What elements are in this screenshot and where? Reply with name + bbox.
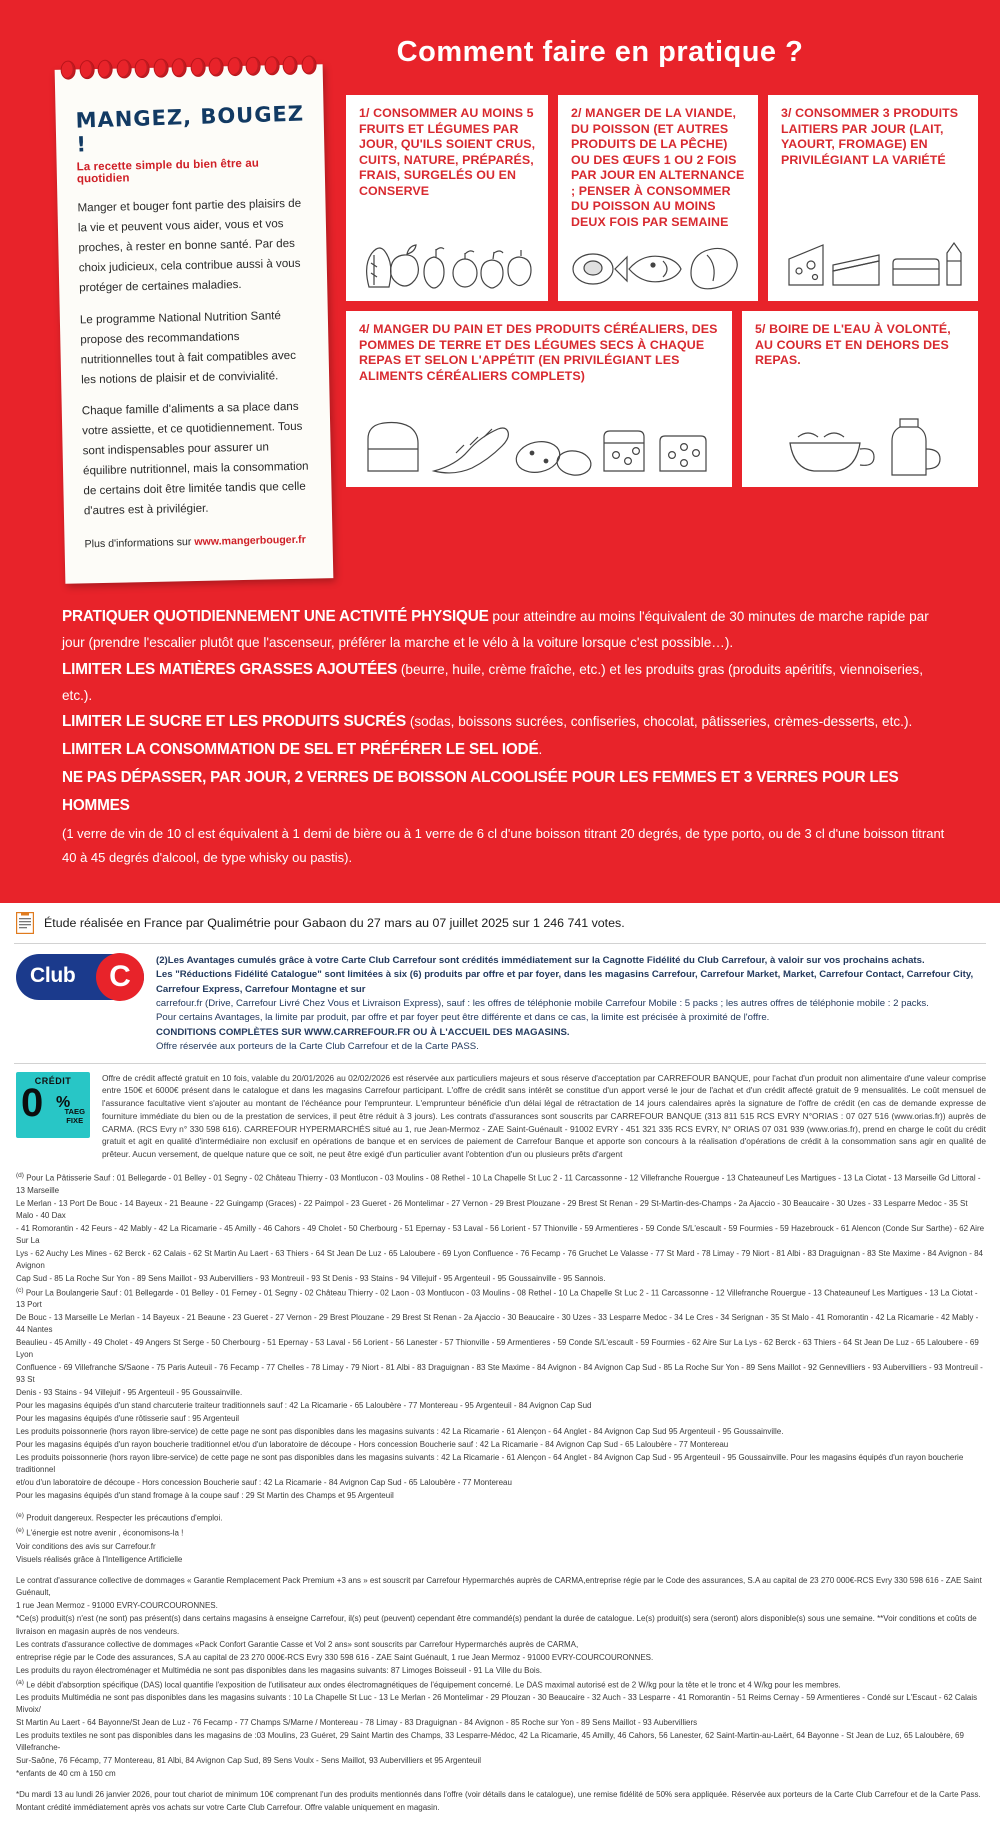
legal-line — [16, 1678, 986, 1692]
legal-line: Sur-Saône, 76 Fécamp, 77 Montereau, 81 Albi, 84 Avignon Cap Sud, 89 Sens Voulx - Sens Maillot, 93 Aubervilliers et 95 Argenteuil — [16, 1756, 482, 1766]
zero-percent-credit-badge — [16, 1072, 90, 1138]
spiral-ring-icon — [301, 55, 316, 74]
water-jug-bowl-illustration — [755, 375, 967, 482]
study-note — [0, 903, 1000, 943]
spiral-ring-icon — [79, 60, 94, 79]
club-terms-line: Offre réservée aux porteurs de la Carte Club Carrefour et de la Carte PASS. — [156, 1041, 479, 1053]
advice-card-3-text: 3/ CONSOMMER 3 PRODUITS LAITIERS PAR JOUR (LAIT, YAOURT, FROMAGE) EN PRIVILÉGIANT LA VARIÉTÉ — [781, 106, 959, 167]
dairy-products-illustration — [781, 174, 967, 295]
clipboard-icon — [16, 912, 34, 934]
legal-line: Confluence - 69 Villefranche S/Saone - 75 Paris Auteuil - 76 Fecamp - 77 Chelles - 78 Limay - 79 Niort - 81 Albi - 83 Draguignan - 83 Ste Maxime - 84 Avignon - 84 Avignon Cap Sud - 85 La Roche Sur Yon - 89 Sens Maillot - 92 Gennevilliers - 93 Aubervilliers - 93 Montreuil - 93 St — [16, 1363, 983, 1385]
spiral-ring-icon — [246, 57, 261, 76]
notepad-subtitle: La recette simple du bien être au quotidien — [76, 157, 260, 186]
mangerbouger-link[interactable]: www.mangerbouger.fr — [194, 533, 306, 549]
legal-block — [16, 1286, 986, 1400]
notepad-card — [55, 64, 334, 584]
recommendation-rest: pour atteindre au moins l'équivalent de 30 minutes de marche rapide par jour (prendre l'escalier plutôt que l'ascenseur, préférer la marche et le vélo à la voiture lorsque c'est possible…). — [62, 609, 929, 651]
notepad-spiral-rings — [60, 55, 316, 79]
legal-line: Pour les magasins équipés d'une rôtisserie sauf : 95 Argenteuil — [16, 1414, 239, 1424]
notepad-footer-prefix: Plus d'informations sur — [84, 536, 195, 551]
legal-line — [16, 1526, 986, 1540]
legal-block — [16, 1789, 986, 1814]
credit-badge-label: CRÉDIT — [34, 1075, 72, 1086]
fruits-vegetables-illustration — [359, 205, 537, 295]
spiral-ring-icon — [227, 57, 242, 76]
legal-line-text: Le débit d'absorption spécifique (DAS) local quantifie l'exposition de l'utilisateur aux ondes électromagnétiques de l'équipement concerné. Le DAS maximal autorisé est de 2 W/kg pour la tête et le tronc et 4 W/kg pour les membres. — [26, 1680, 841, 1690]
legal-line: et/ou d'un laboratoire de découpe - Hors concession Boucherie sauf : 42 La Ricamarie - 84 Avignon Cap Sud - 65 Laloubère - 77 Montereau — [16, 1478, 512, 1488]
club-terms-line-bold: Les "Réductions Fidélité Catalogue" sont limitées à six (6) produits par offre et par foyer, dans les magasins Carrefour, Carrefour Market, Market, Carrefour Contact, Carrefour City, Carrefour Express, Carrefour Montagne et sur — [156, 969, 974, 995]
advice-card-2 — [558, 95, 758, 301]
legal-line-text: Produit dangereux. Respecter les précautions d'emploi. — [26, 1513, 223, 1523]
spiral-ring-icon — [264, 56, 279, 75]
legal-sup: (d) — [16, 1171, 24, 1179]
notepad-paragraph: Chaque famille d'aliments a sa place dans votre assiette, et ce quotidiennement. Tous sont indispensables pour assurer un équilibre nutritionnel, mais la consommation de certains doit être limitée tandis que celle d'autres est à privilégier. — [81, 400, 309, 518]
club-terms-text — [156, 954, 986, 1055]
recommendation-strong: PRATIQUER QUOTIDIENNEMENT UNE ACTIVITÉ PHYSIQUE — [62, 608, 489, 626]
legal-line: Voir conditions des avis sur Carrefour.fr — [16, 1541, 156, 1551]
legal-line: Les contrats d'assurance collective de dommages «Pack Confort Garantie Casse et Vol 2 ans» sont souscrits par Carrefour Hypermarchés auprès de CARMA, — [16, 1639, 579, 1649]
club-terms-line — [156, 968, 986, 997]
club-terms-line: Pour certains Avantages, la limite par produit, par offre et par foyer peut être différente et dans ce cas, la limite est précisée à proximité de l'offre. — [156, 1012, 770, 1024]
legal-line: Pour les magasins équipés d'un rayon boucherie traditionnel et/ou d'un laboratoire de découpe - Hors concession Boucherie sauf : 42 La Ricamarie - 84 Avignon Cap Sud - 65 Laloubère - 77 Montereau — [16, 1440, 729, 1450]
advice-card-4 — [346, 311, 732, 487]
legal-block — [16, 1511, 986, 1565]
legal-sup: (e) — [16, 1526, 24, 1534]
legal-line: livraison en magasin auprès de nos vendeurs. — [16, 1626, 180, 1636]
legal-section — [0, 903, 1000, 1825]
recommendation-strong: LIMITER LA CONSOMMATION DE SEL ET PRÉFÉRER LE SEL IODÉ — [62, 741, 539, 759]
club-terms-conditions-link[interactable]: CONDITIONS COMPLÈTES SUR WWW.CARREFOUR.FR OU À L'ACCUEIL DES MAGASINS. — [156, 1026, 570, 1038]
legal-sup: (a) — [16, 1678, 24, 1686]
notepad-paragraph: Le programme National Nutrition Santé propose des recommandations nutritionnelles tout à fait compatibles avec les notions de plaisir et de convivialité. — [79, 308, 297, 386]
legal-line: - 41 Romorantin - 42 Feurs - 42 Mably - 42 La Ricamarie - 45 Amilly - 46 Cahors - 49 Cholet - 50 Cherbourg - 51 Epernay - 53 Laval - 56 Lorient - 57 Thionville - 59 Armentieres - 59 Conde S/L'escault - 59 Fourmies - 59 Hazebrouck - 61 Alencon (Conde Sur Sarthe) - 62 Aire Sur La — [16, 1223, 985, 1245]
recommendation-item — [62, 708, 948, 736]
recommendation-rest: (beurre, huile, crème fraîche, etc.) et les produits gras (produits apéritifs, viennoiseries, etc.). — [62, 661, 923, 703]
recommendation-rest: . — [538, 742, 543, 758]
advice-card-5 — [742, 311, 978, 487]
legal-line: *enfants de 40 cm à 150 cm — [16, 1769, 116, 1779]
spiral-ring-icon — [283, 56, 298, 75]
credit-badge-taeg: TAEG FIXE — [64, 1107, 85, 1125]
legal-block — [16, 1400, 986, 1502]
nutrition-hero-section — [0, 0, 1000, 903]
legal-line: Pour les magasins équipés d'un stand charcuterie traiteur traditionnels sauf : 42 La Ricamarie - 65 Laloubère - 77 Montereau - 95 Argenteuil - 84 Avignon Cap Sud — [16, 1401, 592, 1411]
advice-card-5-text: 5/ BOIRE DE L'EAU À VOLONTÉ, AU COURS ET EN DEHORS DES REPAS. — [755, 322, 951, 367]
carrefour-glyph: C — [109, 959, 131, 993]
credit-terms-text: Offre de crédit affecté gratuit en 10 fois, valable du 20/01/2026 au 02/02/2026 est réservée aux particuliers majeurs et sous réserve d'acceptation par CARREFOUR BANQUE, pour l'achat d'un produit non alimentaire d'une valeur comprise entre 150€ et 6000€ présent dans le catalogue et dans les magasins Carrefour participant. L'offre de crédit sans intérêt se constitue d'un apport versé le jour de l'achat et d'un crédit affecté gratuit de 9 mensualités. Le coût mensuel de l'assurance facultative vient s'ajouter au montant de l'échéance pour l'emprunteur. L'emprunteur bénéficie d'un délai légal de rétractation de 14 jours calendaires après la signature de l'offre de crédit (en cas de demande expresse de fourniture immédiate du bien ou de la prestation de services, il peut être réduit à 3 jours). Les contrats d'assurances sont souscrits par CARREFOUR BANQUE (313 811 515 RCS EVRY N°ORIAS : 07 027 516 (www.orias.fr)) auprès de CARMA. (RCS Evry n° 330 598 616). CARREFOUR HYPERMARCHÉS situé au 1, rue Jean-Mermoz - ZAE Saint-Guénault - 91002 EVRY - 451 321 335 RCS EVRY, N° ORIAS 07 031 939 (www.orias.fr), prend en charge le coût du crédit gratuit et agit en qualité d'intermédiaire non exclusif en opérations de banque et en services de paiement de Carrefour Banque et apporte son concours à la réalisation d'opérations de crédit à la consommation sans agir en qualité de prêteur. Aucun versement, de quelque nature que ce soit, ne peut être exigé d'un particulier avant l'obtention d'un ou plusieurs prêts d'argent — [102, 1072, 986, 1160]
spiral-ring-icon — [98, 60, 113, 79]
recommendation-strong: NE PAS DÉPASSER, PAR JOUR, 2 VERRES DE BOISSON ALCOOLISÉE POUR LES FEMMES ET 3 VERRES POUR LES HOMMES — [62, 769, 899, 814]
credit-badge-percent: % — [56, 1093, 71, 1111]
legal-line: Les produits du rayon électroménager et Multimédia ne sont pas disponibles dans les magasins suivants: 87 Limoges Boisseuil - 91 La Ville du Bois. — [16, 1665, 542, 1675]
legal-block — [16, 1171, 986, 1285]
legal-line — [16, 1511, 986, 1525]
credit-offer-block — [0, 1064, 1000, 1167]
legal-line: *Ce(s) produit(s) n'est (ne sont) pas présent(s) dans certains magasins à enseigne Carrefour, il(s) peut (peuvent) cependant être commandé(s) pendant la durée de catalogue. Le(s) produit(s) sera (seront) alors disponible(s) sous une semaine. **Voir conditions et coûts de — [16, 1613, 977, 1623]
club-terms-line: carrefour.fr (Drive, Carrefour Livré Chez Vous et Livraison Express), sauf : les offres de téléphonie mobile Carrefour Mobile : 5 packs ; les autres offres de téléphonie mobile : 2 packs. — [156, 997, 929, 1009]
notepad-title: MANGEZ, BOUGEZ ! — [75, 101, 305, 157]
legal-line: *Du mardi 13 au lundi 26 janvier 2026, pour tout chariot de minimum 10€ comprenant l'un des produits mentionnés dans l'offre (voir détails dans le catalogue), une remise fidélité de 50% sera appliquée. Réservée aux porteurs de la Carte Club Carrefour et de la Carte Pass. — [16, 1790, 981, 1800]
legal-line: Le Merlan - 13 Port De Bouc - 14 Bayeux - 21 Beaune - 22 Guingamp (Graces) - 22 Paimpol - 23 Gueret - 26 Montelimar - 27 Vernon - 29 Brest Plouzane - 29 Brest St Renan - 29 St-Martin-des-Champs - 2a Ajaccio - 30 Beaucaire - 30 Uzes - 33 Lesparre Medoc - 35 St Malo - 40 Dax — [16, 1198, 968, 1220]
advice-card-3 — [768, 95, 978, 301]
advice-card-1-text: 1/ CONSOMMER AU MOINS 5 FRUITS ET LÉGUMES PAR JOUR, QU'ILS SOIENT CRUS, CUITS, NATURE, PRÉPARÉS, FRAIS, SURGELÉS OU EN CONSERVE — [359, 106, 536, 198]
spiral-ring-icon — [60, 60, 75, 79]
legal-line — [16, 1171, 986, 1197]
spiral-ring-icon — [209, 57, 224, 76]
spiral-ring-icon — [153, 58, 168, 77]
club-logo-word: Club — [30, 963, 76, 987]
legal-line: entreprise régie par le Code des assurances, S.A au capital de 23 270 000€-RCS Evry 330 598 616 - ZAE Saint Guénault, 1 rue Jean Mermoz - 91000 EVRY-COURCOURONNES. — [16, 1652, 654, 1662]
legal-line: Les produits poissonnerie (hors rayon libre-service) de cette page ne sont pas disponibles dans les magasins suivants : 42 La Ricamarie - 61 Alençon - 64 Anglet - 84 Avignon Cap Sud - 95 Argenteuil - 95 Goussainville. Pour les magasins équipés d'un rayon boucherie traditionnel — [16, 1453, 964, 1475]
recommendation-strong: LIMITER LES MATIÈRES GRASSES AJOUTÉES — [62, 660, 398, 678]
legal-line: Lys - 62 Auchy Les Mines - 62 Berck - 62 Calais - 62 St Martin Au Laert - 63 Thiers - 64 St Jean De Luz - 65 Laloubere - 69 Lyon Confluence - 76 Fecamp - 76 Gruchet Le Valasse - 77 St Mard - 78 Limay - 79 Niort - 81 Albi - 83 Draguignan - 83 Ste Maxime - 84 Avignon - 84 Avignon — [16, 1248, 984, 1270]
advice-row-top — [346, 95, 978, 301]
legal-line: 1 rue Jean Mermoz - 91000 EVRY-COURCOURONNES. — [16, 1600, 218, 1610]
spacer — [16, 1503, 986, 1511]
advice-row-bottom — [346, 311, 978, 487]
legal-line: Denis - 93 Stains - 94 Villejuif - 95 Argenteuil - 95 Goussainville. — [16, 1388, 243, 1398]
meat-fish-eggs-illustration — [571, 236, 747, 295]
club-terms-line: (2)Les Avantages cumulés grâce à votre Carte Club Carrefour sont crédités immédiatement sur la Cagnotte Fidélité du Club Carrefour, à valoir sur vos prochains achats. — [156, 954, 925, 966]
legal-line: Cap Sud - 85 La Roche Sur Yon - 89 Sens Maillot - 93 Aubervilliers - 93 Montreuil - 93 St Denis - 93 Stains - 94 Villejuif - 95 Argenteuil - 95 Goussainville - 95 Sannois. — [16, 1273, 606, 1283]
recommendation-item — [62, 656, 948, 709]
club-carrefour-logo — [16, 954, 144, 1000]
recommendation-strong: LIMITER LE SUCRE ET LES PRODUITS SUCRÉS — [62, 713, 407, 731]
club-carrefour-block — [0, 944, 1000, 1063]
legal-line: Visuels réalisés grâce à l'Intelligence Artificielle — [16, 1554, 183, 1564]
recommendation-item — [62, 736, 948, 764]
spiral-ring-icon — [190, 58, 205, 77]
carrefour-logo-icon — [96, 953, 144, 1001]
legal-block — [16, 1575, 986, 1677]
notepad-paragraph: Manger et bouger font partie des plaisirs de la vie et peuvent vous aider, vous et vos proches, à rester en bonne santé. Par des choix judicieux, cela contribue aussi à vous protéger de certaines maladies. — [77, 196, 302, 295]
legal-block — [16, 1678, 986, 1781]
legal-line: St Martin Au Laert - 64 Bayonne/St Jean de Luz - 76 Fecamp - 77 Champs S/Marne / Montereau - 78 Limay - 83 Draguignan - 84 Avignon - 85 Roche sur Yon - 89 Sens Maillot - 93 Aubervilliers — [16, 1718, 698, 1728]
legal-line: Les produits textiles ne sont pas disponibles dans les magasins de :03 Moulins, 23 Guéret, 29 Saint Martin des Champs, 33 Lesparre-Médoc, 42 La Ricamarie, 45 Amilly, 46 Cahors, 56 Lanester, 62 Saint-Martin-au-Laërt, 64 Bayonne - St Jean de Luz, 65 Laloubère, 69 Villefranche- — [16, 1731, 964, 1753]
bread-cereals-potatoes-illustration — [359, 390, 721, 481]
recommendations-list — [0, 581, 1000, 889]
legal-line-text: L'énergie est notre avenir , économisons-la ! — [26, 1528, 184, 1538]
legal-line: Les produits Multimédia ne sont pas disponibles dans les magasins suivants : 10 La Chapelle St Luc - 13 Le Merlan - 26 Montelimar - 29 Plouzan - 30 Beaucaire - 32 Auch - 33 Lesparre - 41 Romorantin - 51 Reims Cernay - 59 Armentieres - Condé sur L'Escaut - 62 Calais Mivoix/ — [16, 1693, 978, 1715]
alcohol-equivalence-note: (1 verre de vin de 10 cl est équivalent à 1 demi de bière ou à 1 verre de 6 cl d'une boisson titrant 20 degrés, de type porto, ou de 3 cl d'une boisson titrant 40 à 45 degrés d'alcool, de type whisky ou pastis). — [62, 825, 945, 865]
spacer — [16, 1567, 986, 1575]
spiral-ring-icon — [135, 59, 150, 78]
legal-line-text: Pour La Pâtisserie Sauf : 01 Bellegarde - 01 Belley - 01 Segny - 02 Château Thierry - 03 Montlucon - 03 Moulins - 08 Rethel - 10 La Chapelle St Luc 2 - 11 Carcassonne - 12 Villefranche Rouergue - 13 Chateauneuf Les Martigues - 13 La Ciotat - 13 Marseille Gd Littoral - 13 Marseille — [16, 1173, 981, 1195]
legal-line-text: Pour La Boulangerie Sauf : 01 Bellegarde - 01 Belley - 01 Ferney - 01 Segny - 02 Château Thierry - 02 Laon - 03 Montlucon - 03 Moulins - 08 Rethel - 10 La Chapelle St Luc 2 - 11 Carcassonne - 12 Villefranche Rouergue - 13 Chateauneuf Les Martigues - 13 La Ciotat - 13 Port — [16, 1288, 978, 1310]
spiral-ring-icon — [116, 59, 131, 78]
store-exclusions-legal — [0, 1167, 1000, 1814]
recommendation-item — [62, 764, 948, 820]
recommendation-item — [62, 603, 948, 656]
legal-line: Pour les magasins équipés d'un stand fromage à la coupe sauf : 29 St Martin des Champs et 95 Argenteuil — [16, 1491, 394, 1501]
legal-line: De Bouc - 13 Marseille Le Merlan - 14 Bayeux - 21 Beaune - 23 Gueret - 27 Vernon - 29 Brest Plouzane - 29 Brest St Renan - 2a Ajaccio - 30 Beaucaire - 30 Uzes - 33 Lesparre Medoc - 34 Le Cres - 34 Serignan - 35 St Malo - 41 Romorantin - 42 La Ricamarie - 42 Mably - 44 Nantes — [16, 1313, 979, 1335]
hero-body — [0, 95, 1000, 581]
study-note-text: Étude réalisée en France par Qualimétrie pour Gabaon du 27 mars au 07 juillet 2025 sur 1 246 741 votes. — [44, 915, 625, 930]
credit-badge-zero: 0 — [21, 1080, 44, 1125]
legal-line: Montant crédité immédiatement après vos achats sur votre Carte Club Carrefour. Offre valable uniquement en magasin. — [16, 1803, 440, 1813]
recommendation-rest: (sodas, boissons sucrées, confiseries, chocolat, pâtisseries, crèmes-desserts, etc.). — [406, 714, 913, 730]
legal-line — [16, 1286, 986, 1312]
legal-line: Les produits poissonnerie (hors rayon libre-service) de cette page ne sont pas disponibles dans les magasins suivants : 42 La Ricamarie - 61 Alençon - 64 Anglet - 84 Avignon Cap Sud 95 Argenteuil - 95 Goussainville. — [16, 1427, 784, 1437]
advice-card-4-text: 4/ MANGER DU PAIN ET DES PRODUITS CÉRÉALIERS, DES POMMES DE TERRE ET DES LÉGUMES SECS À CHAQUE REPAS ET SELON L'APPÉTIT (EN PRIVILÉGIANT LES ALIMENTS CÉRÉALIERS COMPLETS) — [359, 322, 718, 383]
legal-sup: (e) — [16, 1512, 24, 1520]
notepad-footer — [84, 531, 314, 554]
legal-sup: (c) — [16, 1286, 24, 1294]
spiral-ring-icon — [172, 58, 187, 77]
legal-line: Le contrat d'assurance collective de dommages « Garantie Remplacement Pack Premium +3 ans » est souscrit par Carrefour Hypermarchés auprès de CARMA,entreprise régie par le Code des assurances, S.A au capital de 23 270 000€-RCS Evry 330 598 616 - ZAE Saint Guénault, — [16, 1575, 982, 1597]
advice-card-2-text: 2/ MANGER DE LA VIANDE, DU POISSON (ET AUTRES PRODUITS DE LA PÊCHE) OU DES ŒUFS 1 OU 2 FOIS PAR JOUR EN ALTERNANCE ; PENSER À CONSOMMER DU POISSON AU MOINS DEUX FOIS PAR SEMAINE — [571, 106, 745, 229]
page-title: Comment faire en pratique ? — [396, 36, 804, 68]
advice-card-1 — [346, 95, 548, 301]
spacer — [16, 1781, 986, 1789]
legal-line: Beaulieu - 45 Amilly - 49 Cholet - 49 Angers St Serge - 50 Cherbourg - 51 Epernay - 53 Laval - 56 Lorient - 56 Lanester - 57 Thionville - 59 Armentieres - 59 Conde S/L'escault - 59 Fourmies - 62 Aire Sur La Lys - 62 Berck - 63 Thiers - 64 St Jean De Luz - 65 Laloubere - 69 Lyon — [16, 1338, 979, 1360]
advice-cards-grid — [346, 95, 978, 487]
